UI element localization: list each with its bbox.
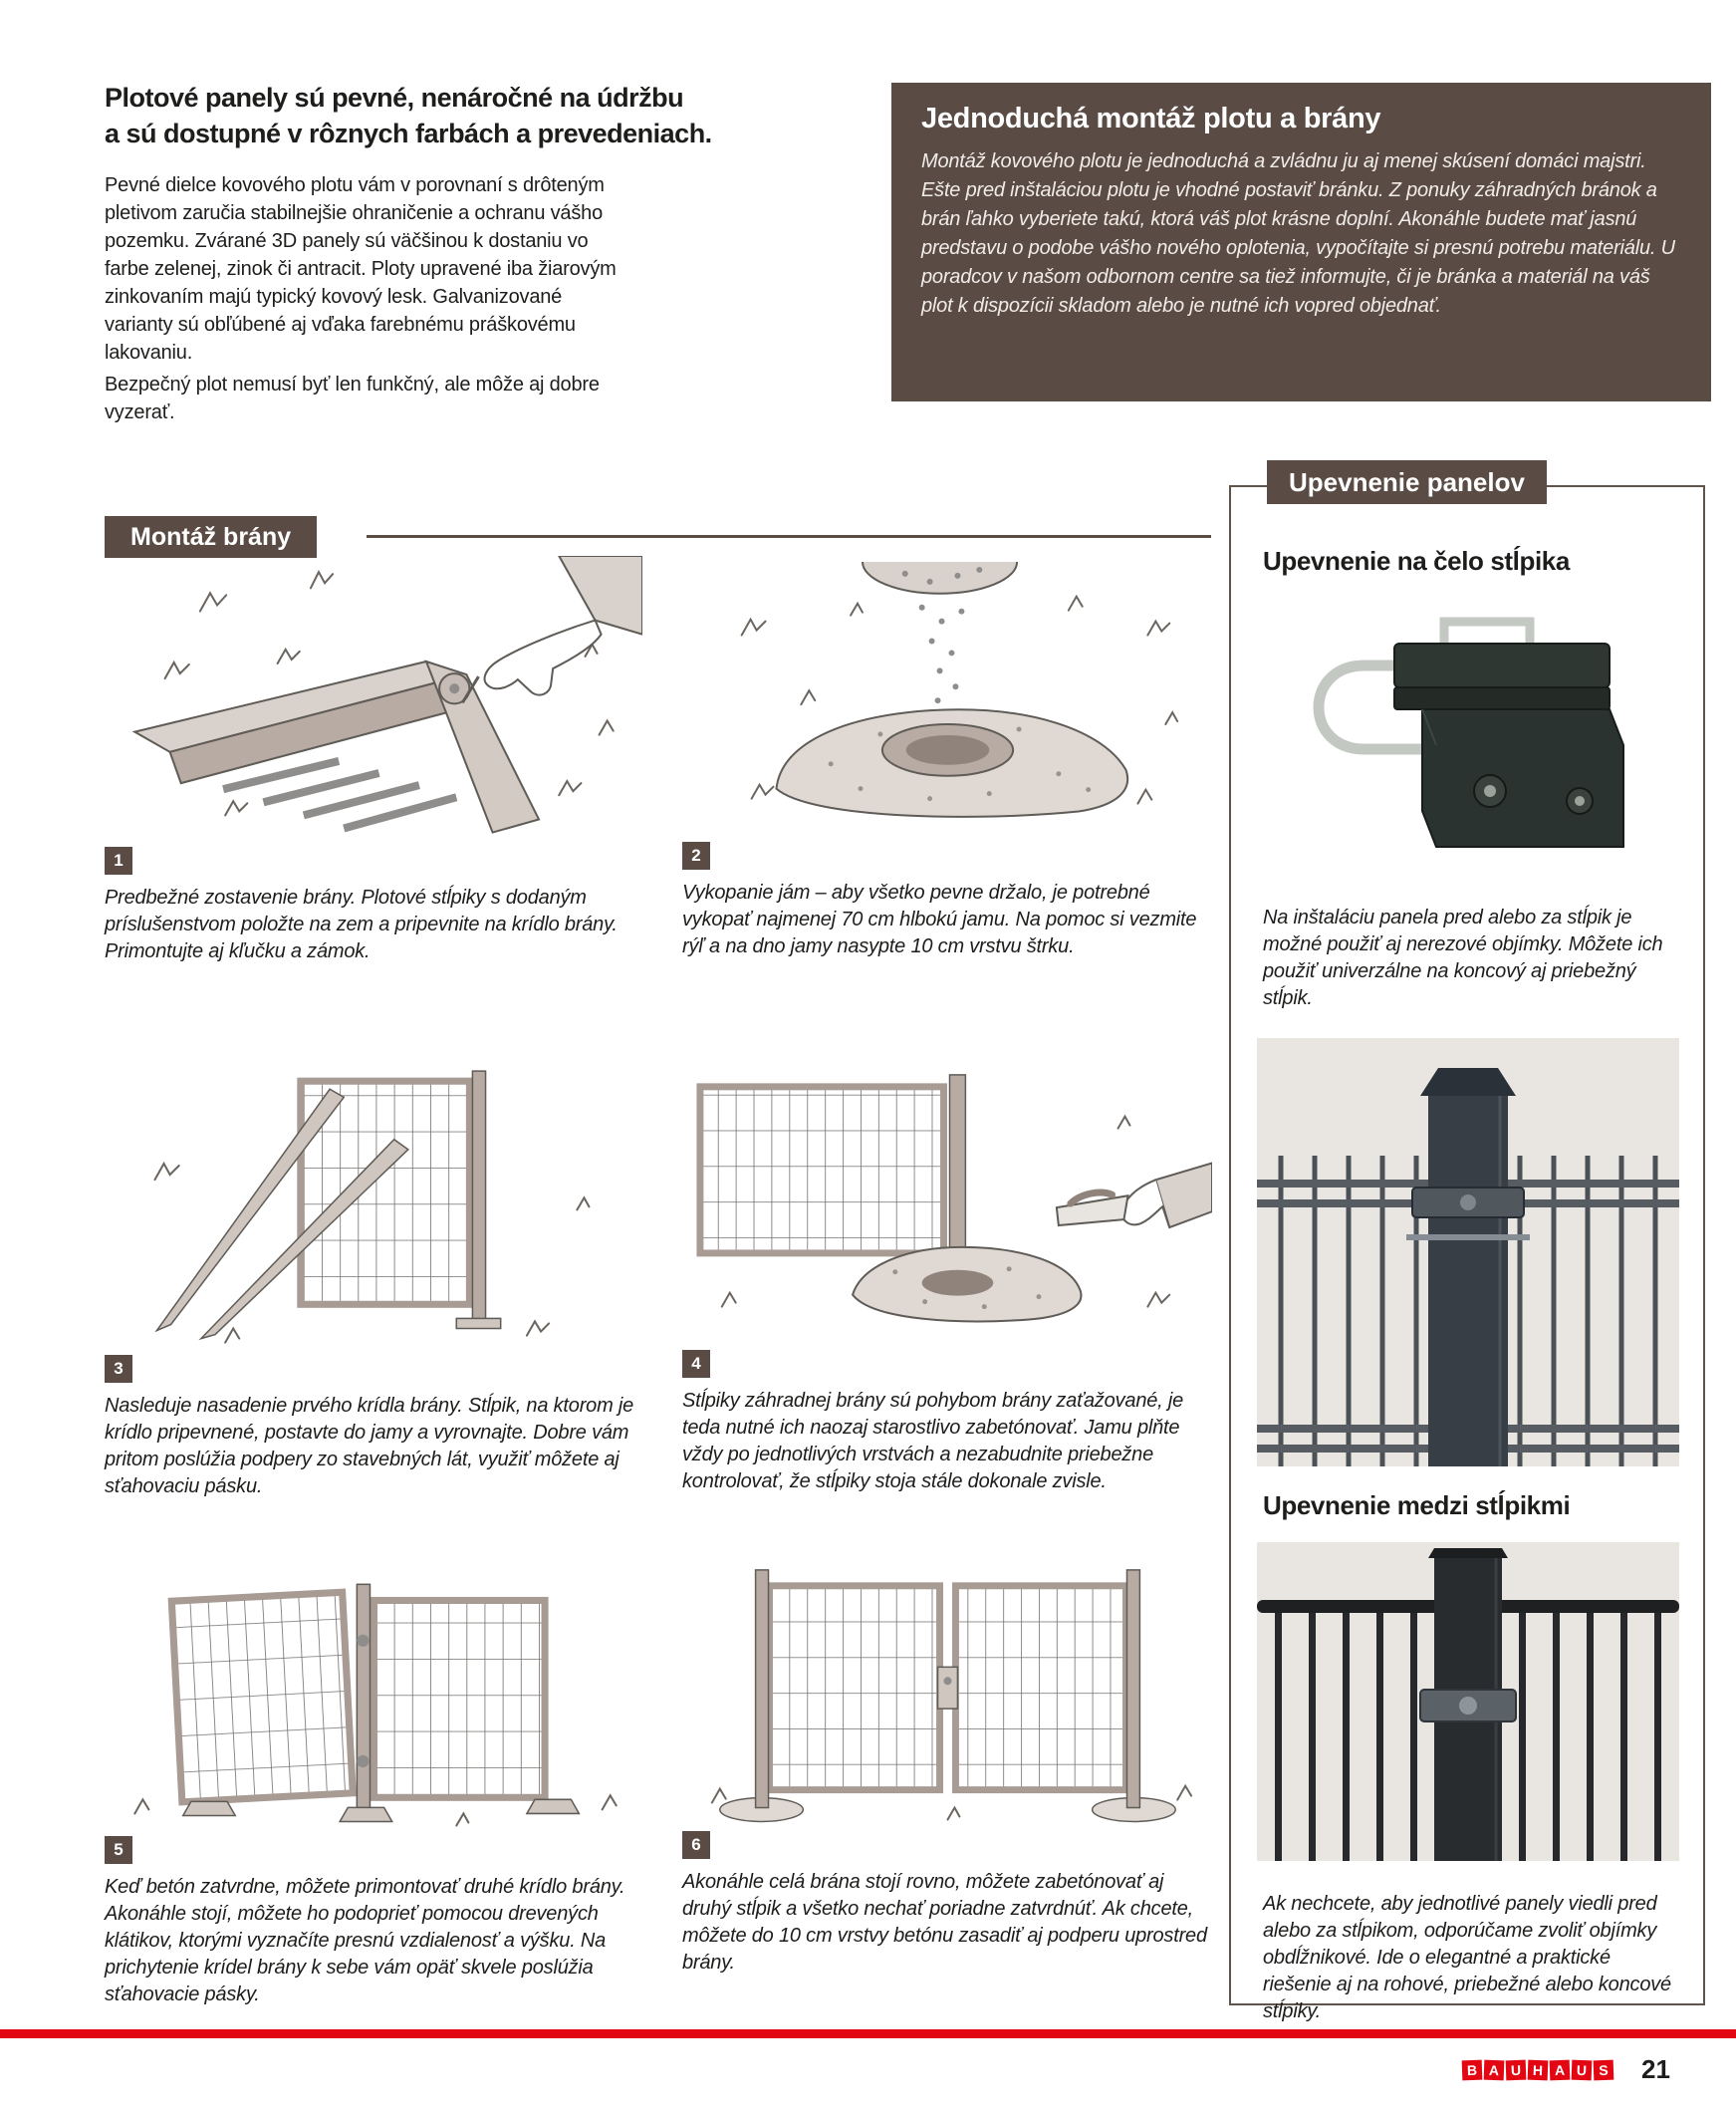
step-2 [682,556,1212,960]
page-title-line1: Plotové panely sú pevné, nenáročné na údržbu [105,83,684,113]
step-5 [105,1550,642,2008]
panels-text-2: Ak nechcete, aby jednotlivé panely viedli pred alebo za stĺpikom, odporúčame zvoliť objímky obdĺžnikové. Ide o elegantné a praktické riešenie aj na rohové, priebežné alebo koncové stĺpiky. [1263,1893,1671,2022]
step-number-badge: 2 [682,842,710,870]
step-number-badge: 1 [105,847,132,875]
gravel-into-hole-illustration [682,556,1212,838]
step-1-illustration [105,556,642,843]
step-number-badge: 4 [682,1350,710,1378]
logo-letter-tile: A [1550,2059,1571,2080]
subheading-medzi-stlpikmi: Upevnenie medzi stĺpikmi [1263,1490,1571,1520]
gate-wing-supports-illustration [105,1059,642,1351]
step-1 [105,556,642,965]
step-5-illustration [105,1550,642,1832]
info-box [891,83,1711,401]
step-caption: Keď betón zatvrdne, môžete primontovať druhé krídlo brány. Akonáhle stojí, môžete ho podoprieť pomocou drevených klátikov, ktorými vyznačíte presnú vzdialenosť a výšku. Na prichytenie krídel brány k sebe vám opäť skvele poslúžia sťahovacie pásky. [105,1875,625,2005]
step-caption: Predbežné zostavenie brány. Plotové stĺpiky s dodaným príslušenstvom položte na zem a pripevnite na krídlo brány. Primontujte aj kľučku a zámok. [105,886,618,962]
step-4 [682,1059,1212,1495]
step-caption: Stĺpiky záhradnej brány sú pohybom brány zaťažované, je teda nutné ich naozaj starostlivo zabetónovať. Jamu plňte vždy po jednotlivých vrstvách a nezabudnite priebežne kontrolovať, že stĺpiky stoja stále dokonale zvisle. [682,1390,1184,1493]
section-divider-line [367,535,1211,538]
anthracite-post-drawing [1257,1038,1679,1466]
step-caption: Vykopanie jám – aby všetko pevne držalo, je potrebné vykopať najmenej 70 cm hlbokú jamu. Na pomoc si vezmite rýľ a na dno jamy nasypte 10 cm vrstvu štrku. [682,882,1197,958]
logo-letter-tile: S [1594,2059,1614,2080]
section-header-upevnenie-panelov [1267,460,1547,504]
info-box-title: Jednoduchá montáž plotu a brány [921,103,1381,134]
step-caption: Akonáhle celá brána stojí rovno, môžete zabetónovať aj druhý stĺpik a všetko nechať poriadne zatvrdnúť. Ak chcete, môžete do 10 cm vrstvy betónu zasadiť aj podperu uprostred brány. [682,1871,1207,1975]
step-number-badge: 3 [105,1355,132,1383]
step-2-illustration [682,556,1212,838]
logo-letter-tile: U [1506,2059,1527,2080]
footer [1462,2054,1670,2085]
step-number-badge: 6 [682,1831,710,1859]
logo-letter-tile: H [1528,2059,1549,2080]
logo-letter-tile: A [1484,2059,1505,2080]
step-6-illustration [682,1550,1212,1827]
panels-text-1: Na inštaláciu panela pred alebo za stĺpik je možné použiť aj nerezové objímky. Môžete ich použiť univerzálne na koncový aj priebežný stĺpik. [1263,907,1663,1009]
logo-letter-tile: B [1462,2059,1483,2080]
second-wing-mounted-illustration [105,1550,642,1832]
anthracite-post-image [1257,1038,1679,1466]
footer-red-line [0,2029,1736,2038]
post-between-rails-image [1257,1542,1679,1861]
clamp-bracket-drawing [1295,596,1643,875]
finished-double-gate-illustration [682,1550,1212,1827]
step-3-illustration [105,1059,642,1351]
section-header-label: Upevnenie panelov [1289,467,1525,497]
step-4-illustration [682,1059,1212,1346]
section-header-montaz-brany [105,516,317,558]
hand-fixing-hinge-illustration [105,556,642,843]
step-3 [105,1059,642,1500]
step-number-badge: 5 [105,1836,132,1864]
logo-letter-tile: U [1572,2059,1593,2080]
concreting-post-illustration [682,1059,1212,1346]
intro-paragraph-2: Bezpečný plot nemusí byť len funkčný, ale môže aj dobre vyzerať. [105,374,600,423]
step-6 [682,1550,1212,1977]
intro-paragraph: Pevné dielce kovového plotu vám v porovnaní s drôteným pletivom zaručia stabilnejšie ohraničenie a ochranu vášho pozemku. Zvárané 3D panely sú väčšinou k dostaniu vo farbe zelenej, zinok či antracit. Ploty upravené iba žiarovým zinkovaním majú typický kovový lesk. Galvanizované varianty sú obľúbené aj vďaka farebnému práškovému lakovaniu. [105,174,617,364]
page-title-line2: a sú dostupné v rôznych farbách a prevedeniach. [105,119,712,148]
page-title [105,80,722,151]
bauhaus-logo [1462,2060,1613,2080]
section-header-label: Montáž brány [130,523,292,551]
page-number: 21 [1641,2054,1670,2084]
subheading-celo-stlpika: Upevnenie na čelo stĺpika [1263,546,1570,576]
clamp-bracket-image [1295,596,1643,875]
step-caption: Nasleduje nasadenie prvého krídla brány. Stĺpik, na ktorom je krídlo pripevnené, postavte do jamy a vyrovnajte. Dobre vám pritom poslúžia podpery zo stavebných lát, využiť môžete aj sťahovaciu pásku. [105,1394,634,1497]
info-box-body: Montáž kovového plotu je jednoduchá a zvládnu ju aj menej skúsení domáci majstri. Ešte pred inštaláciou plotu je vhodné postaviť bránku. Z ponuky záhradných bránok a brán ľahko vyberiete takú, ktorá váš plot krásne doplní. Akonáhle budete mať jasnú predstavu o podobe vášho nového oplotenia, vypočítajte si presnú potrebu materiálu. U poradcov v našom odbornom centre sa tiež informujte, či je bránka a materiál na váš plot k dispozícii skladom alebo je nutné ich vopred objednať. [921,150,1675,317]
post-between-rails-drawing [1257,1542,1679,1861]
